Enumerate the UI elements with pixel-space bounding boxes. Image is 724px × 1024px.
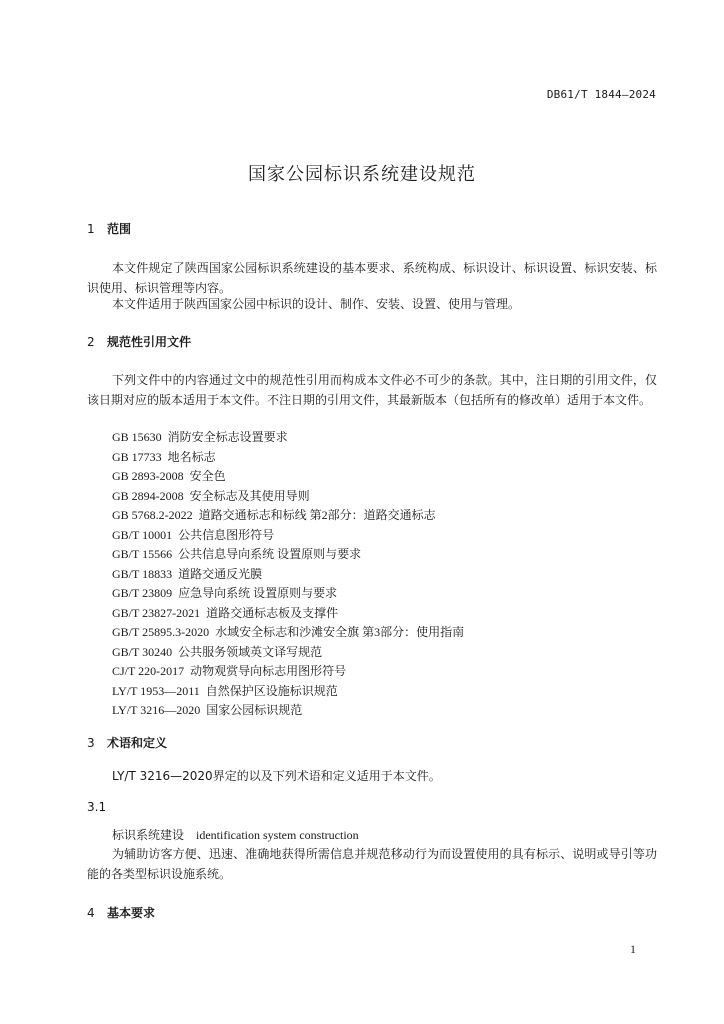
reference-item	[112, 701, 464, 721]
reference-code: GB 15630	[112, 430, 162, 444]
reference-title: 地名标志	[167, 449, 216, 464]
reference-title: 国家公园标识规范	[206, 703, 303, 717]
reference-title: 公共服务领域英文译写规范	[178, 644, 323, 659]
term-definition: 为辅助访客方便、迅速、准确地获得所需信息并规范移动行为而设置使用的具有标示、说明或导引等功能的各类型标识设施系统。	[87, 847, 657, 881]
section-3-heading	[87, 734, 167, 751]
reference-item	[112, 428, 464, 448]
reference-item	[112, 623, 464, 643]
document-code: DB61/T 1844—2024	[546, 88, 656, 101]
reference-title: 道路交通标志和标线 第2部分：道路交通标志	[198, 508, 436, 522]
reference-code: GB/T 18833	[112, 566, 173, 581]
term-number: 3.1	[87, 800, 107, 814]
reference-code: GB 2894-2008	[112, 488, 184, 503]
page-number: 1	[630, 942, 636, 956]
reference-title: 消防安全标志设置要求	[167, 430, 288, 444]
reference-code: LY/T 3216—2020	[112, 703, 201, 717]
reference-code: LY/T 1953—2011	[112, 683, 200, 698]
reference-code: GB/T 25895.3-2020	[112, 625, 210, 639]
reference-code: GB/T 30240	[112, 644, 173, 659]
reference-item	[112, 467, 464, 487]
reference-item	[112, 604, 464, 624]
reference-code: GB 17733	[112, 449, 162, 464]
document-title: 国家公园标识系统建设规范	[248, 164, 476, 185]
reference-item	[112, 545, 464, 565]
reference-title: 动物观赏导向标志用图形符号	[190, 664, 347, 678]
reference-item	[112, 526, 464, 546]
reference-list	[112, 428, 464, 721]
section-number: 3	[87, 736, 95, 750]
section-title: 范围	[107, 222, 132, 236]
reference-code: GB/T 15566	[112, 547, 173, 561]
section-4-heading	[87, 904, 155, 921]
reference-title: 应急导向系统 设置原则与要求	[178, 586, 338, 600]
term-english: identification system construction	[196, 828, 359, 842]
reference-title: 水域安全标志和沙滩安全旗 第3部分：使用指南	[215, 625, 465, 639]
section-title: 基本要求	[107, 906, 156, 920]
reference-code: GB/T 23827-2021	[112, 605, 201, 620]
reference-title: 公共信息导向系统 设置原则与要求	[178, 547, 362, 561]
section-2-intro: 下列文件中的内容通过文中的规范性引用而构成本文件必不可少的条款。其中，注日期的引用文件，仅该日期对应的版本适用于本文件。不注日期的引用文件，其最新版本（包括所有的修改单）适用于本文件。	[87, 373, 657, 407]
reference-code: GB/T 23809	[112, 586, 173, 600]
reference-title: 道路交通标志板及支撑件	[206, 605, 339, 620]
section-number: 4	[87, 906, 95, 920]
reference-item	[112, 682, 464, 702]
term-chinese: 标识系统建设	[112, 828, 185, 842]
section-1-heading	[87, 220, 131, 237]
section-number: 2	[87, 335, 95, 349]
reference-title: 安全色	[189, 469, 226, 483]
reference-item	[112, 448, 464, 468]
reference-code: GB 5768.2-2022	[112, 508, 193, 522]
section-2-heading	[87, 333, 191, 350]
section-title: 术语和定义	[107, 736, 168, 750]
reference-title: 公共信息图形符号	[178, 527, 275, 542]
reference-item	[112, 584, 464, 604]
term-name-line	[112, 826, 359, 843]
reference-item	[112, 487, 464, 507]
section-1-paragraph-2: 本文件适用于陕西国家公园中标识的设计、制作、安装、设置、使用与管理。	[112, 297, 521, 311]
reference-item	[112, 662, 464, 682]
reference-title: 道路交通反光膜	[178, 566, 263, 581]
reference-code: CJ/T 220-2017	[112, 664, 185, 678]
reference-code: GB 2893-2008	[112, 469, 184, 483]
section-3-intro: LY/T 3216—2020界定的以及下列术语和定义适用于本文件。	[112, 769, 441, 783]
reference-item	[112, 506, 464, 526]
section-1-paragraph-1: 本文件规定了陕西国家公园标识系统建设的基本要求、系统构成、标识设计、标识设置、标识安装、标识使用、标识管理等内容。	[87, 261, 657, 295]
reference-code: GB/T 10001	[112, 527, 173, 542]
section-title: 规范性引用文件	[107, 335, 192, 349]
reference-title: 安全标志及其使用导则	[189, 488, 310, 503]
section-number: 1	[87, 222, 95, 236]
reference-item	[112, 565, 464, 585]
reference-title: 自然保护区设施标识规范	[205, 683, 338, 698]
reference-item	[112, 643, 464, 663]
